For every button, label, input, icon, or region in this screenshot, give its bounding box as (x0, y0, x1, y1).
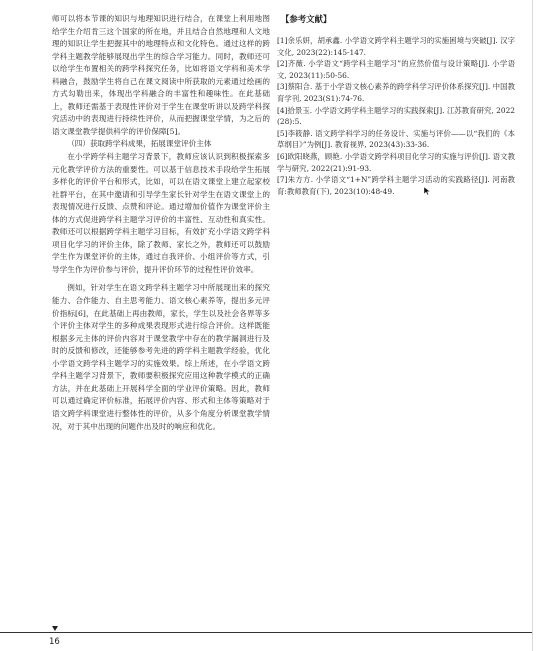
paragraph-2: 在小学跨学科主题学习背景下，教师应该认识到积极探索多元化教学评价方法的重要性。可以基于信息技术手段给学生拓展多样化的评价平台和形式，比如，可以在语文课堂上建立起家校社群平台，在其中邀请和引导学生家长针对学生在语文课堂上的表现情况进行反馈、点赞和评论。通过增加价值作为课堂评价主体的方式促进跨学科主题学习评价的丰富性、互动性和真实性。教师还可以根据跨学科主题学习目标，有效扩充小学语文跨学科项目化学习的评价主体，除了教师、家长之外，教师还可以鼓励学生作为课堂评价的主体，通过自我评价、小组评价等方式，引导学生作为评价参与评价，提升评价环节的过程性评价效率。 (52, 152, 270, 274)
references-title: 【参考文献】 (281, 14, 332, 24)
left-text-column (52, 13, 270, 433)
reference-item: [5]李筱静. 语文跨学科学习的任务设计、实施与评价——以“我们的《本草纲目》”为例[J]. 教育视界, 2023(43):33-36. (277, 128, 515, 150)
references-column (277, 13, 515, 197)
page-number: 16 (49, 637, 60, 647)
mouse-pointer-icon (424, 187, 432, 195)
triangle-down-icon (52, 626, 58, 631)
paragraph-1: 师可以将本节课的知识与地理知识进行结合，在课堂上利用地图给学生介绍肯三这个国家的所在地，并且结合自然地理和人文地理的知识让学生把握其中的地理特点和文化特色。通过这样的跨学科主题教学能够展现出学生的综合学习能力。同时，教师还可以给学生布置相关的跨学科探究任务，比如将语文学科和美术学科融合，鼓励学生将自己在课文阅读中所获取的元素通过绘画的方式勾勒出来，体现出学科融合的丰富性和趣味性。在此基础上，教师还需基于表现性评价对于学生在课堂听讲以及跨学科探究活动中的表现进行持续性评价，从而把握课堂学情，为之后的语文课堂教学提供科学的评价保障[5]。 (52, 14, 270, 136)
reference-item: [6]欧阳晓燕，顾艳. 小学语文跨学科项目化学习的实施与评价[J]. 语文教学与研究, 2022(21):91-93. (277, 151, 515, 173)
page-edge-divider (532, 0, 533, 651)
footer-rule (0, 632, 532, 633)
section-heading: （四）获取跨学科成果，拓展课堂评价主体 (67, 139, 212, 149)
reference-item: [4]拾景玉. 小学语文跨学科主题学习的实践探索[J]. 江苏教育研究, 2022(28):5. (277, 105, 515, 127)
reference-item: [1]余乐妍，胡承鑫. 小学语文跨学科主题学习的实施困境与突破[J]. 汉字文化, 2023(22):145-147. (277, 36, 515, 57)
references-list (277, 35, 515, 197)
reference-item: [7]朱方方. 小学语文“1+N”跨学科主题学习活动的实践路径[J]. 河南教育:教师教育(下), 2023(10):48-49. (277, 175, 515, 196)
reference-item: [3]蔡阳合. 基于小学语文核心素养的跨学科学习评价体系探究[J]. 中国教育学刊, 2023(S1):74-76. (277, 82, 515, 103)
reference-item: [2]齐薇. 小学语文“跨学科主题学习”的应然价值与设计策略[J]. 小学语文, 2023(11):50-56. (277, 59, 515, 80)
paragraph-3: 例如，针对学生在语文跨学科主题学习中所展现出来的探究能力、合作能力、自主思考能力、语文核心素养等，提出多元评价指标[6]，在此基础上再由教师，家长，学生以及社会各界等多个评价主体对学生的多种成果表现形式进行综合评价。这样既能根据多元主体的评价内容对于课堂教学中存在的教学漏洞进行及时的反馈和修改，还能够参考先进的跨学科主题教学经验，优化小学语文跨学科主题学习的实施效果。综上所述，在小学语文跨学科主题学习背景下，教师要积极探究应用这种教学模式的正确方法，并在此基础上开展科学全面的学业评价策略。因此，教师可以通过确定评价标准，拓展评价内容、形式和主体等策略对于语文跨学科课堂进行整体性的评价，从多个角度分析课堂教学情况，对于其中出现的问题作出及时的响应和优化。 (52, 283, 270, 431)
